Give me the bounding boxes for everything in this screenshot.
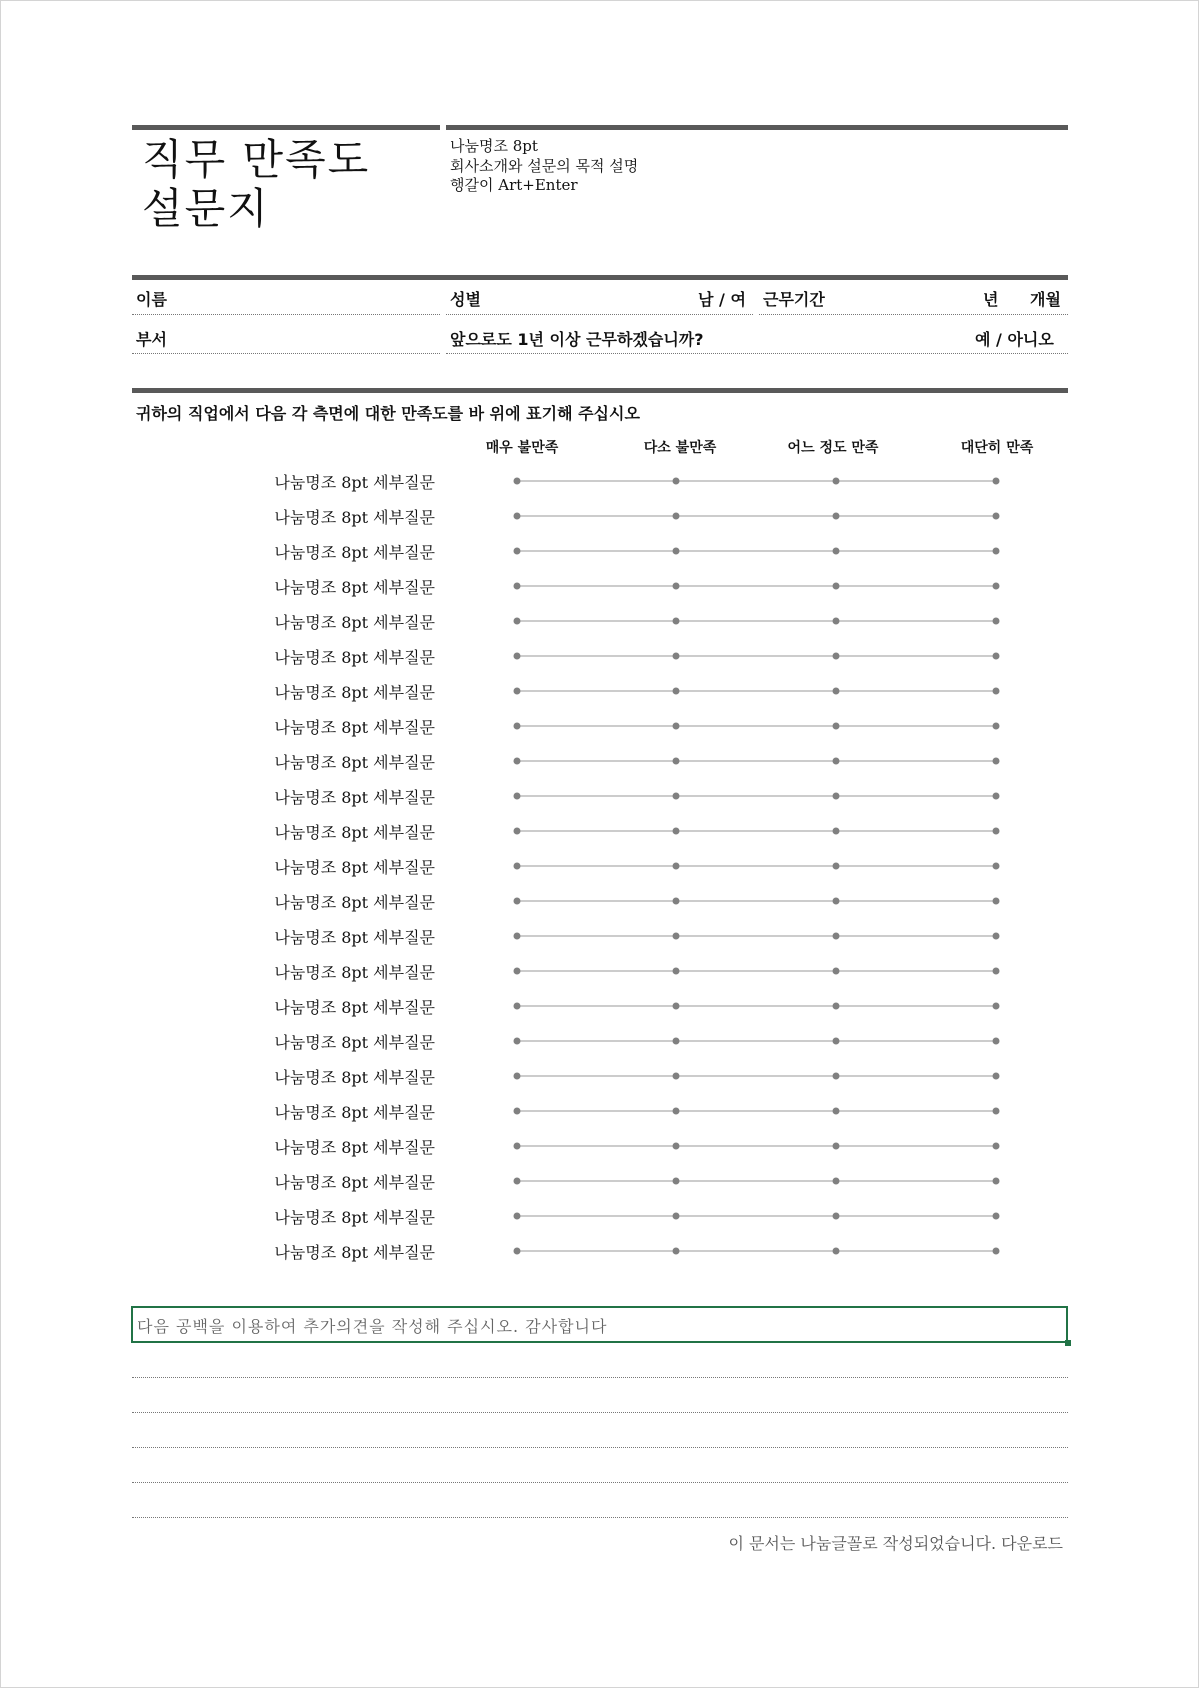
rating-point-1[interactable] <box>514 933 521 940</box>
rating-point-4[interactable] <box>993 863 1000 870</box>
rating-point-1[interactable] <box>514 1143 521 1150</box>
rating-point-3[interactable] <box>833 618 840 625</box>
rating-scale[interactable] <box>501 859 1021 873</box>
rating-point-2[interactable] <box>673 1073 680 1080</box>
rating-point-3[interactable] <box>833 1143 840 1150</box>
intro-line-1: 나눔명조 8pt <box>450 137 538 155</box>
rating-point-1[interactable] <box>514 723 521 730</box>
rating-scale[interactable] <box>501 579 1021 593</box>
rating-point-3[interactable] <box>833 1178 840 1185</box>
question-label: 나눔명조 8pt 세부질문 <box>274 1103 435 1122</box>
rating-point-2[interactable] <box>673 1248 680 1255</box>
rating-point-3[interactable] <box>833 688 840 695</box>
tenure-field-line[interactable] <box>759 314 1068 315</box>
rating-point-1[interactable] <box>514 688 521 695</box>
rating-point-4[interactable] <box>993 583 1000 590</box>
rating-point-3[interactable] <box>833 863 840 870</box>
question-label: 나눔명조 8pt 세부질문 <box>274 508 435 527</box>
footer-note: 이 문서는 나눔글꼴로 작성되었습니다. 다운로드 <box>728 1534 1063 1553</box>
rating-point-3[interactable] <box>833 793 840 800</box>
intro-line-3: 행갈이 Art+Enter <box>450 176 578 194</box>
question-label: 나눔명조 8pt 세부질문 <box>274 1208 435 1227</box>
question-label: 나눔명조 8pt 세부질문 <box>274 578 435 597</box>
rating-point-4[interactable] <box>993 933 1000 940</box>
continue-options[interactable]: 예 / 아니오 <box>975 330 1054 349</box>
rating-point-3[interactable] <box>833 828 840 835</box>
rating-point-1[interactable] <box>514 618 521 625</box>
dept-label: 부서 <box>136 330 167 349</box>
question-label: 나눔명조 8pt 세부질문 <box>274 1173 435 1192</box>
rating-scale[interactable] <box>501 1104 1021 1118</box>
question-label: 나눔명조 8pt 세부질문 <box>274 473 435 492</box>
rating-point-4[interactable] <box>993 548 1000 555</box>
rating-point-3[interactable] <box>833 1003 840 1010</box>
question-label: 나눔명조 8pt 세부질문 <box>274 1068 435 1087</box>
rating-point-1[interactable] <box>514 1003 521 1010</box>
rating-point-3[interactable] <box>833 583 840 590</box>
rating-point-4[interactable] <box>993 1073 1000 1080</box>
rating-point-3[interactable] <box>833 478 840 485</box>
info-top-rule <box>132 275 1068 280</box>
rating-scale[interactable] <box>501 1034 1021 1048</box>
rating-point-1[interactable] <box>514 513 521 520</box>
rating-point-2[interactable] <box>673 688 680 695</box>
rating-point-3[interactable] <box>833 723 840 730</box>
gender-options[interactable]: 남 / 여 <box>698 290 746 309</box>
rating-point-2[interactable] <box>673 828 680 835</box>
rating-point-1[interactable] <box>514 898 521 905</box>
rating-point-3[interactable] <box>833 548 840 555</box>
rating-point-1[interactable] <box>514 653 521 660</box>
page-title <box>142 135 370 233</box>
rating-point-4[interactable] <box>993 1178 1000 1185</box>
rating-scale[interactable] <box>501 719 1021 733</box>
rating-point-4[interactable] <box>993 1248 1000 1255</box>
question-label: 나눔명조 8pt 세부질문 <box>274 823 435 842</box>
rating-point-2[interactable] <box>673 618 680 625</box>
rating-point-1[interactable] <box>514 1248 521 1255</box>
comment-line-3[interactable] <box>132 1447 1068 1448</box>
rating-scale[interactable] <box>501 754 1021 768</box>
rating-scale[interactable] <box>501 824 1021 838</box>
rating-point-2[interactable] <box>673 478 680 485</box>
rating-point-4[interactable] <box>993 793 1000 800</box>
rating-point-3[interactable] <box>833 758 840 765</box>
rating-point-3[interactable] <box>833 968 840 975</box>
rating-point-2[interactable] <box>673 583 680 590</box>
rating-point-1[interactable] <box>514 1073 521 1080</box>
rating-point-4[interactable] <box>993 478 1000 485</box>
rating-point-2[interactable] <box>673 793 680 800</box>
rating-scale[interactable] <box>501 649 1021 663</box>
rating-point-3[interactable] <box>833 513 840 520</box>
question-label: 나눔명조 8pt 세부질문 <box>274 753 435 772</box>
rating-point-4[interactable] <box>993 618 1000 625</box>
rating-point-2[interactable] <box>673 1038 680 1045</box>
question-label: 나눔명조 8pt 세부질문 <box>274 543 435 562</box>
rating-point-2[interactable] <box>673 548 680 555</box>
rating-scale[interactable] <box>501 929 1021 943</box>
intro-top-rule <box>446 125 1068 130</box>
question-label: 나눔명조 8pt 세부질문 <box>274 1033 435 1052</box>
rating-point-2[interactable] <box>673 898 680 905</box>
rating-point-1[interactable] <box>514 968 521 975</box>
rating-point-4[interactable] <box>993 1213 1000 1220</box>
comment-line-1[interactable] <box>132 1377 1068 1378</box>
rating-scale[interactable] <box>501 1244 1021 1258</box>
rating-scale[interactable] <box>501 999 1021 1013</box>
dept-field-line[interactable] <box>132 353 440 354</box>
rating-point-1[interactable] <box>514 758 521 765</box>
rating-point-1[interactable] <box>514 1038 521 1045</box>
rating-point-2[interactable] <box>673 1143 680 1150</box>
rating-scale[interactable] <box>501 1174 1021 1188</box>
rating-point-4[interactable] <box>993 1038 1000 1045</box>
scale-label-1: 매우 불만족 <box>485 440 559 456</box>
rating-point-2[interactable] <box>673 653 680 660</box>
rating-point-3[interactable] <box>833 1038 840 1045</box>
rating-point-1[interactable] <box>514 793 521 800</box>
comment-line-4[interactable] <box>132 1482 1068 1483</box>
name-label: 이름 <box>136 290 167 309</box>
comment-prompt: 다음 공백을 이용하여 추가의견을 작성해 주십시오. 감사합니다 <box>137 1317 608 1336</box>
rating-point-4[interactable] <box>993 723 1000 730</box>
rating-point-4[interactable] <box>993 513 1000 520</box>
rating-point-1[interactable] <box>514 863 521 870</box>
tenure-label: 근무기간 <box>763 290 825 309</box>
gender-label: 성별 <box>450 290 481 309</box>
rating-point-1[interactable] <box>514 583 521 590</box>
rating-point-3[interactable] <box>833 898 840 905</box>
rating-point-1[interactable] <box>514 478 521 485</box>
fill-handle[interactable] <box>1065 1340 1071 1346</box>
rating-scale[interactable] <box>501 474 1021 488</box>
rating-point-3[interactable] <box>833 1248 840 1255</box>
continue-field-line <box>446 353 1068 354</box>
rating-point-2[interactable] <box>673 863 680 870</box>
question-label: 나눔명조 8pt 세부질문 <box>274 683 435 702</box>
rating-point-3[interactable] <box>833 933 840 940</box>
survey-instruction: 귀하의 직업에서 다음 각 측면에 대한 만족도를 바 위에 표기해 주십시오 <box>136 404 640 423</box>
rating-point-2[interactable] <box>673 723 680 730</box>
rating-point-2[interactable] <box>673 1213 680 1220</box>
name-field-line[interactable] <box>132 314 440 315</box>
question-label: 나눔명조 8pt 세부질문 <box>274 928 435 947</box>
rating-scale[interactable] <box>501 789 1021 803</box>
question-label: 나눔명조 8pt 세부질문 <box>274 998 435 1017</box>
rating-point-2[interactable] <box>673 1178 680 1185</box>
title-line-2: 설문지 <box>142 184 270 233</box>
rating-scale[interactable] <box>501 894 1021 908</box>
rating-scale[interactable] <box>501 684 1021 698</box>
question-label: 나눔명조 8pt 세부질문 <box>274 613 435 632</box>
rating-point-4[interactable] <box>993 968 1000 975</box>
rating-point-1[interactable] <box>514 828 521 835</box>
continue-question: 앞으로도 1년 이상 근무하겠습니까? <box>450 330 704 349</box>
intro-text[interactable] <box>450 137 638 196</box>
rating-point-4[interactable] <box>993 1108 1000 1115</box>
rating-point-4[interactable] <box>993 653 1000 660</box>
rating-point-4[interactable] <box>993 828 1000 835</box>
question-label: 나눔명조 8pt 세부질문 <box>274 648 435 667</box>
rating-point-4[interactable] <box>993 898 1000 905</box>
rating-point-3[interactable] <box>833 653 840 660</box>
question-label: 나눔명조 8pt 세부질문 <box>274 788 435 807</box>
question-label: 나눔명조 8pt 세부질문 <box>274 858 435 877</box>
rating-point-1[interactable] <box>514 548 521 555</box>
scale-label-2: 다소 불만족 <box>643 440 717 456</box>
rating-scale[interactable] <box>501 964 1021 978</box>
survey-top-rule <box>132 388 1068 393</box>
rating-point-4[interactable] <box>993 1003 1000 1010</box>
gender-field-line <box>446 314 753 315</box>
intro-line-2: 회사소개와 설문의 목적 설명 <box>450 156 639 175</box>
rating-point-2[interactable] <box>673 968 680 975</box>
rating-point-2[interactable] <box>673 933 680 940</box>
rating-point-2[interactable] <box>673 513 680 520</box>
rating-point-2[interactable] <box>673 758 680 765</box>
rating-point-2[interactable] <box>673 1003 680 1010</box>
question-label: 나눔명조 8pt 세부질문 <box>274 893 435 912</box>
rating-scale[interactable] <box>501 1139 1021 1153</box>
tenure-month-unit: 개월 <box>1030 290 1061 309</box>
rating-point-2[interactable] <box>673 1108 680 1115</box>
question-label: 나눔명조 8pt 세부질문 <box>274 718 435 737</box>
rating-point-1[interactable] <box>514 1178 521 1185</box>
question-label: 나눔명조 8pt 세부질문 <box>274 1243 435 1262</box>
question-label: 나눔명조 8pt 세부질문 <box>274 1138 435 1157</box>
comment-line-5[interactable] <box>132 1517 1068 1518</box>
rating-point-4[interactable] <box>993 758 1000 765</box>
rating-point-3[interactable] <box>833 1108 840 1115</box>
scale-label-3: 어느 정도 만족 <box>787 440 879 456</box>
title-line-1: 직무 만족도 <box>142 135 371 184</box>
question-label: 나눔명조 8pt 세부질문 <box>274 963 435 982</box>
rating-scale[interactable] <box>501 614 1021 628</box>
rating-point-4[interactable] <box>993 688 1000 695</box>
rating-point-3[interactable] <box>833 1213 840 1220</box>
rating-scale[interactable] <box>501 544 1021 558</box>
title-top-rule <box>132 125 440 130</box>
rating-point-1[interactable] <box>514 1108 521 1115</box>
rating-point-4[interactable] <box>993 1143 1000 1150</box>
rating-scale[interactable] <box>501 509 1021 523</box>
rating-scale[interactable] <box>501 1069 1021 1083</box>
tenure-year-unit: 년 <box>983 290 999 309</box>
rating-scale[interactable] <box>501 1209 1021 1223</box>
rating-point-3[interactable] <box>833 1073 840 1080</box>
rating-point-1[interactable] <box>514 1213 521 1220</box>
scale-label-4: 대단히 만족 <box>960 440 1034 456</box>
comment-line-2[interactable] <box>132 1412 1068 1413</box>
